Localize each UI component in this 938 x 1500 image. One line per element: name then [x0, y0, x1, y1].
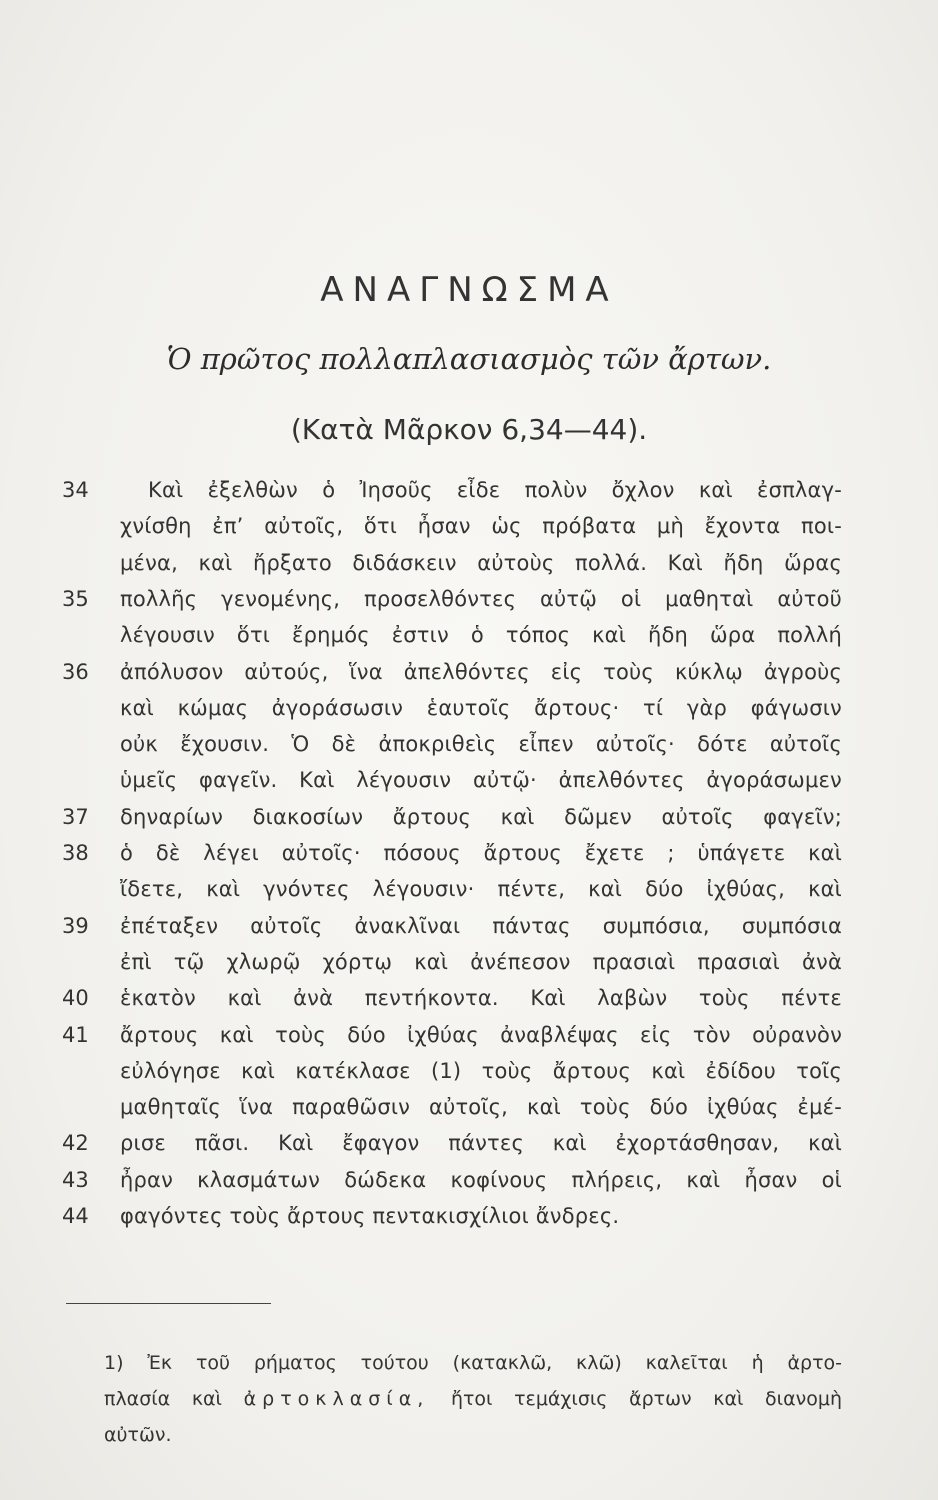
footnote-line [104, 1388, 842, 1410]
verse-text: δηναρίων διακοσίων ἄρτους καὶ δῶμεν αὐτοῖς φαγεῖν; [120, 804, 842, 829]
verse-number: 35 [62, 586, 89, 611]
verse-text: ἐπὶ τῷ χλωρῷ χόρτῳ καὶ ἀνέπεσον πρασιαὶ πρασιαὶ ἀνὰ [120, 949, 842, 974]
verse-text: ὁ δὲ λέγει αὐτοῖς· πόσους ἄρτους ἔχετε ; ὑπάγετε καὶ [120, 841, 842, 865]
verse-text: μένα, καὶ ἤρξατο διδάσκειν αὐτοὺς πολλά. Καὶ ἤδη ὥρας [120, 550, 842, 575]
passage-line [0, 1059, 938, 1099]
footnote-text: 1) Ἐκ τοῦ ρήματος τούτου (κατακλῶ, κλῶ) καλεῖται ἡ ἀρτο- [104, 1352, 842, 1374]
passage-line [0, 660, 938, 700]
verse-text: ρισε πᾶσι. Καὶ ἔφαγον πάντες καὶ ἐχορτάσθησαν, καὶ [120, 1131, 842, 1156]
footnote-line [104, 1352, 842, 1374]
verse-text: λέγουσιν ὅτι ἔρημός ἐστιν ὁ τόπος καὶ ἤδη ὥρα πολλή [120, 623, 842, 648]
footnote-divider [66, 1303, 271, 1304]
verse-text: καὶ κώμας ἀγοράσωσιν ἑαυτοῖς ἄρτους· τί γὰρ φάγωσιν [120, 695, 842, 720]
verse-text: Καὶ ἐξελθὼν ὁ Ἰησοῦς εἶδε πολὺν ὄχλον καὶ ἐσπλαγ- [148, 478, 842, 502]
verse-text: ἄρτους καὶ τοὺς δύο ἰχθύας ἀναβλέψας εἰς τὸν οὐρανὸν [120, 1022, 842, 1047]
passage-line [0, 1095, 938, 1135]
section-heading: ΑΝΑΓΝΩΣΜΑ [320, 270, 618, 310]
verse-text: ἑκατὸν καὶ ἀνὰ πεντήκοντα. Καὶ λαβὼν τοὺς πέντε [120, 986, 842, 1011]
verse-number: 39 [62, 913, 89, 938]
verse-number: 38 [62, 841, 89, 865]
verse-text: ἴδετε, καὶ γνόντες λέγουσιν· πέντε, καὶ δύο ἰχθύας, καὶ [120, 877, 842, 902]
passage-line [0, 1168, 938, 1208]
footnote-text: ἤτοι τεμάχισις ἄρτων καὶ διανομὴ [450, 1388, 842, 1410]
verse-text: χνίσθη ἐπ’ αὐτοῖς, ὅτι ἦσαν ὡς πρόβατα μὴ ἔχοντα ποι- [120, 514, 842, 539]
passage-line [0, 1023, 938, 1063]
passage-line [0, 805, 938, 845]
passage-line [0, 1204, 938, 1244]
verse-number: 34 [62, 478, 89, 502]
passage-line [0, 732, 938, 772]
verse-text: ἀπόλυσον αὐτούς, ἵνα ἀπελθόντες εἰς τοὺς κύκλῳ ἀγροὺς [120, 659, 842, 684]
passage-line [0, 514, 938, 554]
verse-number: 37 [62, 804, 89, 829]
verse-number: 41 [62, 1022, 89, 1047]
verse-number: 44 [62, 1204, 89, 1228]
section-subtitle: Ὁ πρῶτος πολλαπλασιασμὸς τῶν ἄρτων. [166, 342, 772, 376]
verse-text: φαγόντες τοὺς ἄρτους πεντακισχίλιοι ἄνδρες. [120, 1204, 620, 1228]
verse-text: οὐκ ἔχουσιν. Ὁ δὲ ἀποκριθεὶς εἶπεν αὐτοῖς· δότε αὐτοῖς [120, 732, 842, 757]
verse-text: μαθηταῖς ἵνα παραθῶσιν αὐτοῖς, καὶ τοὺς δύο ἰχθύας ἐμέ- [120, 1095, 842, 1120]
passage-line [0, 587, 938, 627]
footnote-spaced-term: ἀρτοκλασία, [243, 1388, 430, 1410]
passage-line [0, 950, 938, 990]
footnote-line [104, 1424, 842, 1446]
passage-line [0, 1131, 938, 1171]
verse-text: εὐλόγησε καὶ κατέκλασε (1) τοὺς ἄρτους καὶ ἐδίδου τοῖς [120, 1058, 842, 1083]
verse-text: ὑμεῖς φαγεῖν. Καὶ λέγουσιν αὐτῷ· ἀπελθόντες ἀγοράσωμεν [120, 768, 842, 793]
footnote-text: αὐτῶν. [104, 1424, 172, 1446]
passage-line [0, 696, 938, 736]
verse-number: 36 [62, 659, 89, 684]
passage-line [0, 914, 938, 954]
verse-text: πολλῆς γενομένης, προσελθόντες αὐτῷ οἱ μαθηταὶ αὐτοῦ [120, 586, 842, 611]
passage-line [0, 478, 938, 518]
verse-number: 40 [62, 986, 89, 1011]
passage-line [0, 551, 938, 591]
verse-text: ἐπέταξεν αὐτοῖς ἀνακλῖναι πάντας συμπόσια, συμπόσια [120, 913, 842, 938]
scripture-reference: (Κατὰ Μᾶρκον 6,34—44). [290, 413, 648, 446]
verse-number: 43 [62, 1167, 89, 1192]
passage-line [0, 877, 938, 917]
passage-line [0, 986, 938, 1026]
verse-text: ἦραν κλασμάτων δώδεκα κοφίνους πλήρεις, καὶ ἦσαν οἱ [120, 1167, 842, 1192]
footnote-text: πλασία καὶ [104, 1388, 222, 1410]
verse-number: 42 [62, 1131, 89, 1156]
passage-line [0, 768, 938, 808]
passage-line [0, 841, 938, 881]
passage-line [0, 623, 938, 663]
